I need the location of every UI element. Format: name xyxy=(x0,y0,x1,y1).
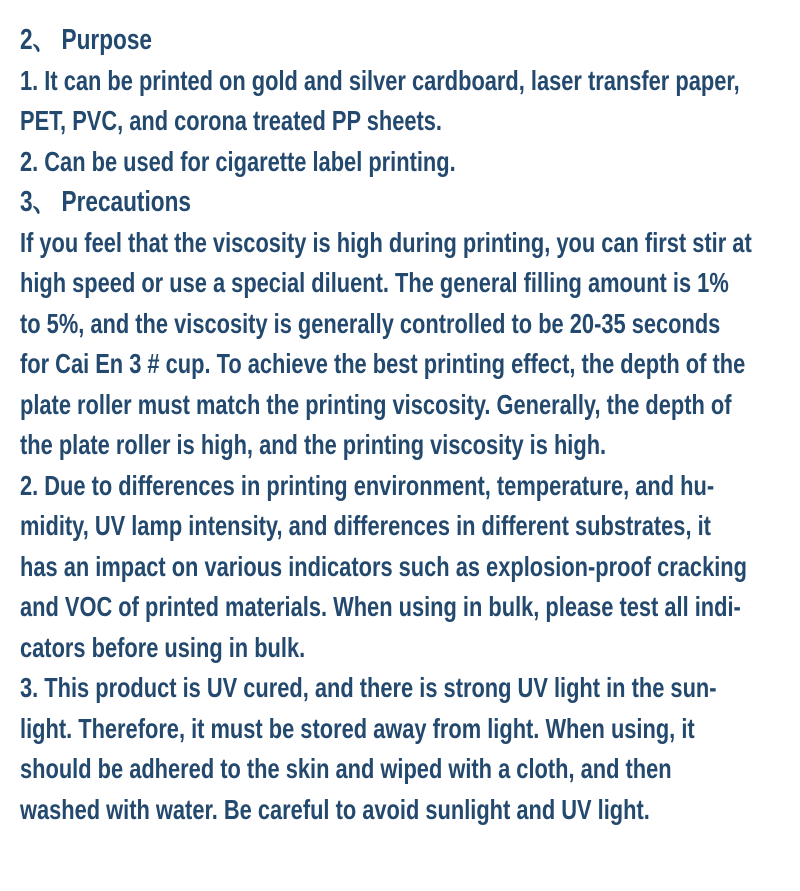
precaution-item-1-line-6: the plate roller is high, and the printing viscosity is high. xyxy=(20,429,607,460)
precaution-item-3-line-1: 3. This product is UV cured, and there is strong UV light in the sun- xyxy=(20,672,717,703)
precaution-item-1-line-4: for Cai En 3 # cup. To achieve the best printing effect, the depth of the xyxy=(20,348,746,379)
precaution-item-2-line-5: cators before using in bulk. xyxy=(20,631,306,663)
precaution-item-1-line-5: plate roller must match the printing viscosity. Generally, the depth of xyxy=(20,388,732,420)
precaution-item-3-line-4: washed with water. Be careful to avoid sunlight and UV light. xyxy=(20,793,650,825)
purpose-item-1-line-2: PET, PVC, and corona treated PP sheets. xyxy=(20,105,442,136)
purpose-item-2: 2. Can be used for cigarette label printing. xyxy=(20,145,456,177)
precaution-item-2-line-4: and VOC of printed materials. When using in bulk, please test all indi- xyxy=(20,591,741,622)
precaution-item-3-line-3: should be adhered to the skin and wiped with a cloth, and then xyxy=(20,753,672,784)
precaution-item-2-line-2: midity, UV lamp intensity, and differences in different substrates, it xyxy=(20,510,711,541)
purpose-item-1-line-1: 1. It can be printed on gold and silver cardboard, laser transfer paper, xyxy=(20,64,740,96)
precaution-item-3-line-2: light. Therefore, it must be stored away from light. When using, it xyxy=(20,712,695,744)
precaution-item-2-line-1: 2. Due to differences in printing environment, temperature, and hu- xyxy=(20,469,715,501)
section-heading-precautions: 3、 Precautions xyxy=(20,186,191,218)
precaution-item-1-line-2: high speed or use a special diluent. The general filling amount is 1% xyxy=(20,267,729,298)
precaution-item-1-line-1: If you feel that the viscosity is high during printing, you can first stir at xyxy=(20,226,752,258)
precaution-item-2-line-3: has an impact on various indicators such as explosion-proof cracking xyxy=(20,550,747,582)
section-heading-purpose: 2、 Purpose xyxy=(20,24,152,56)
precaution-item-1-line-3: to 5%, and the viscosity is generally controlled to be 20-35 seconds xyxy=(20,307,721,339)
